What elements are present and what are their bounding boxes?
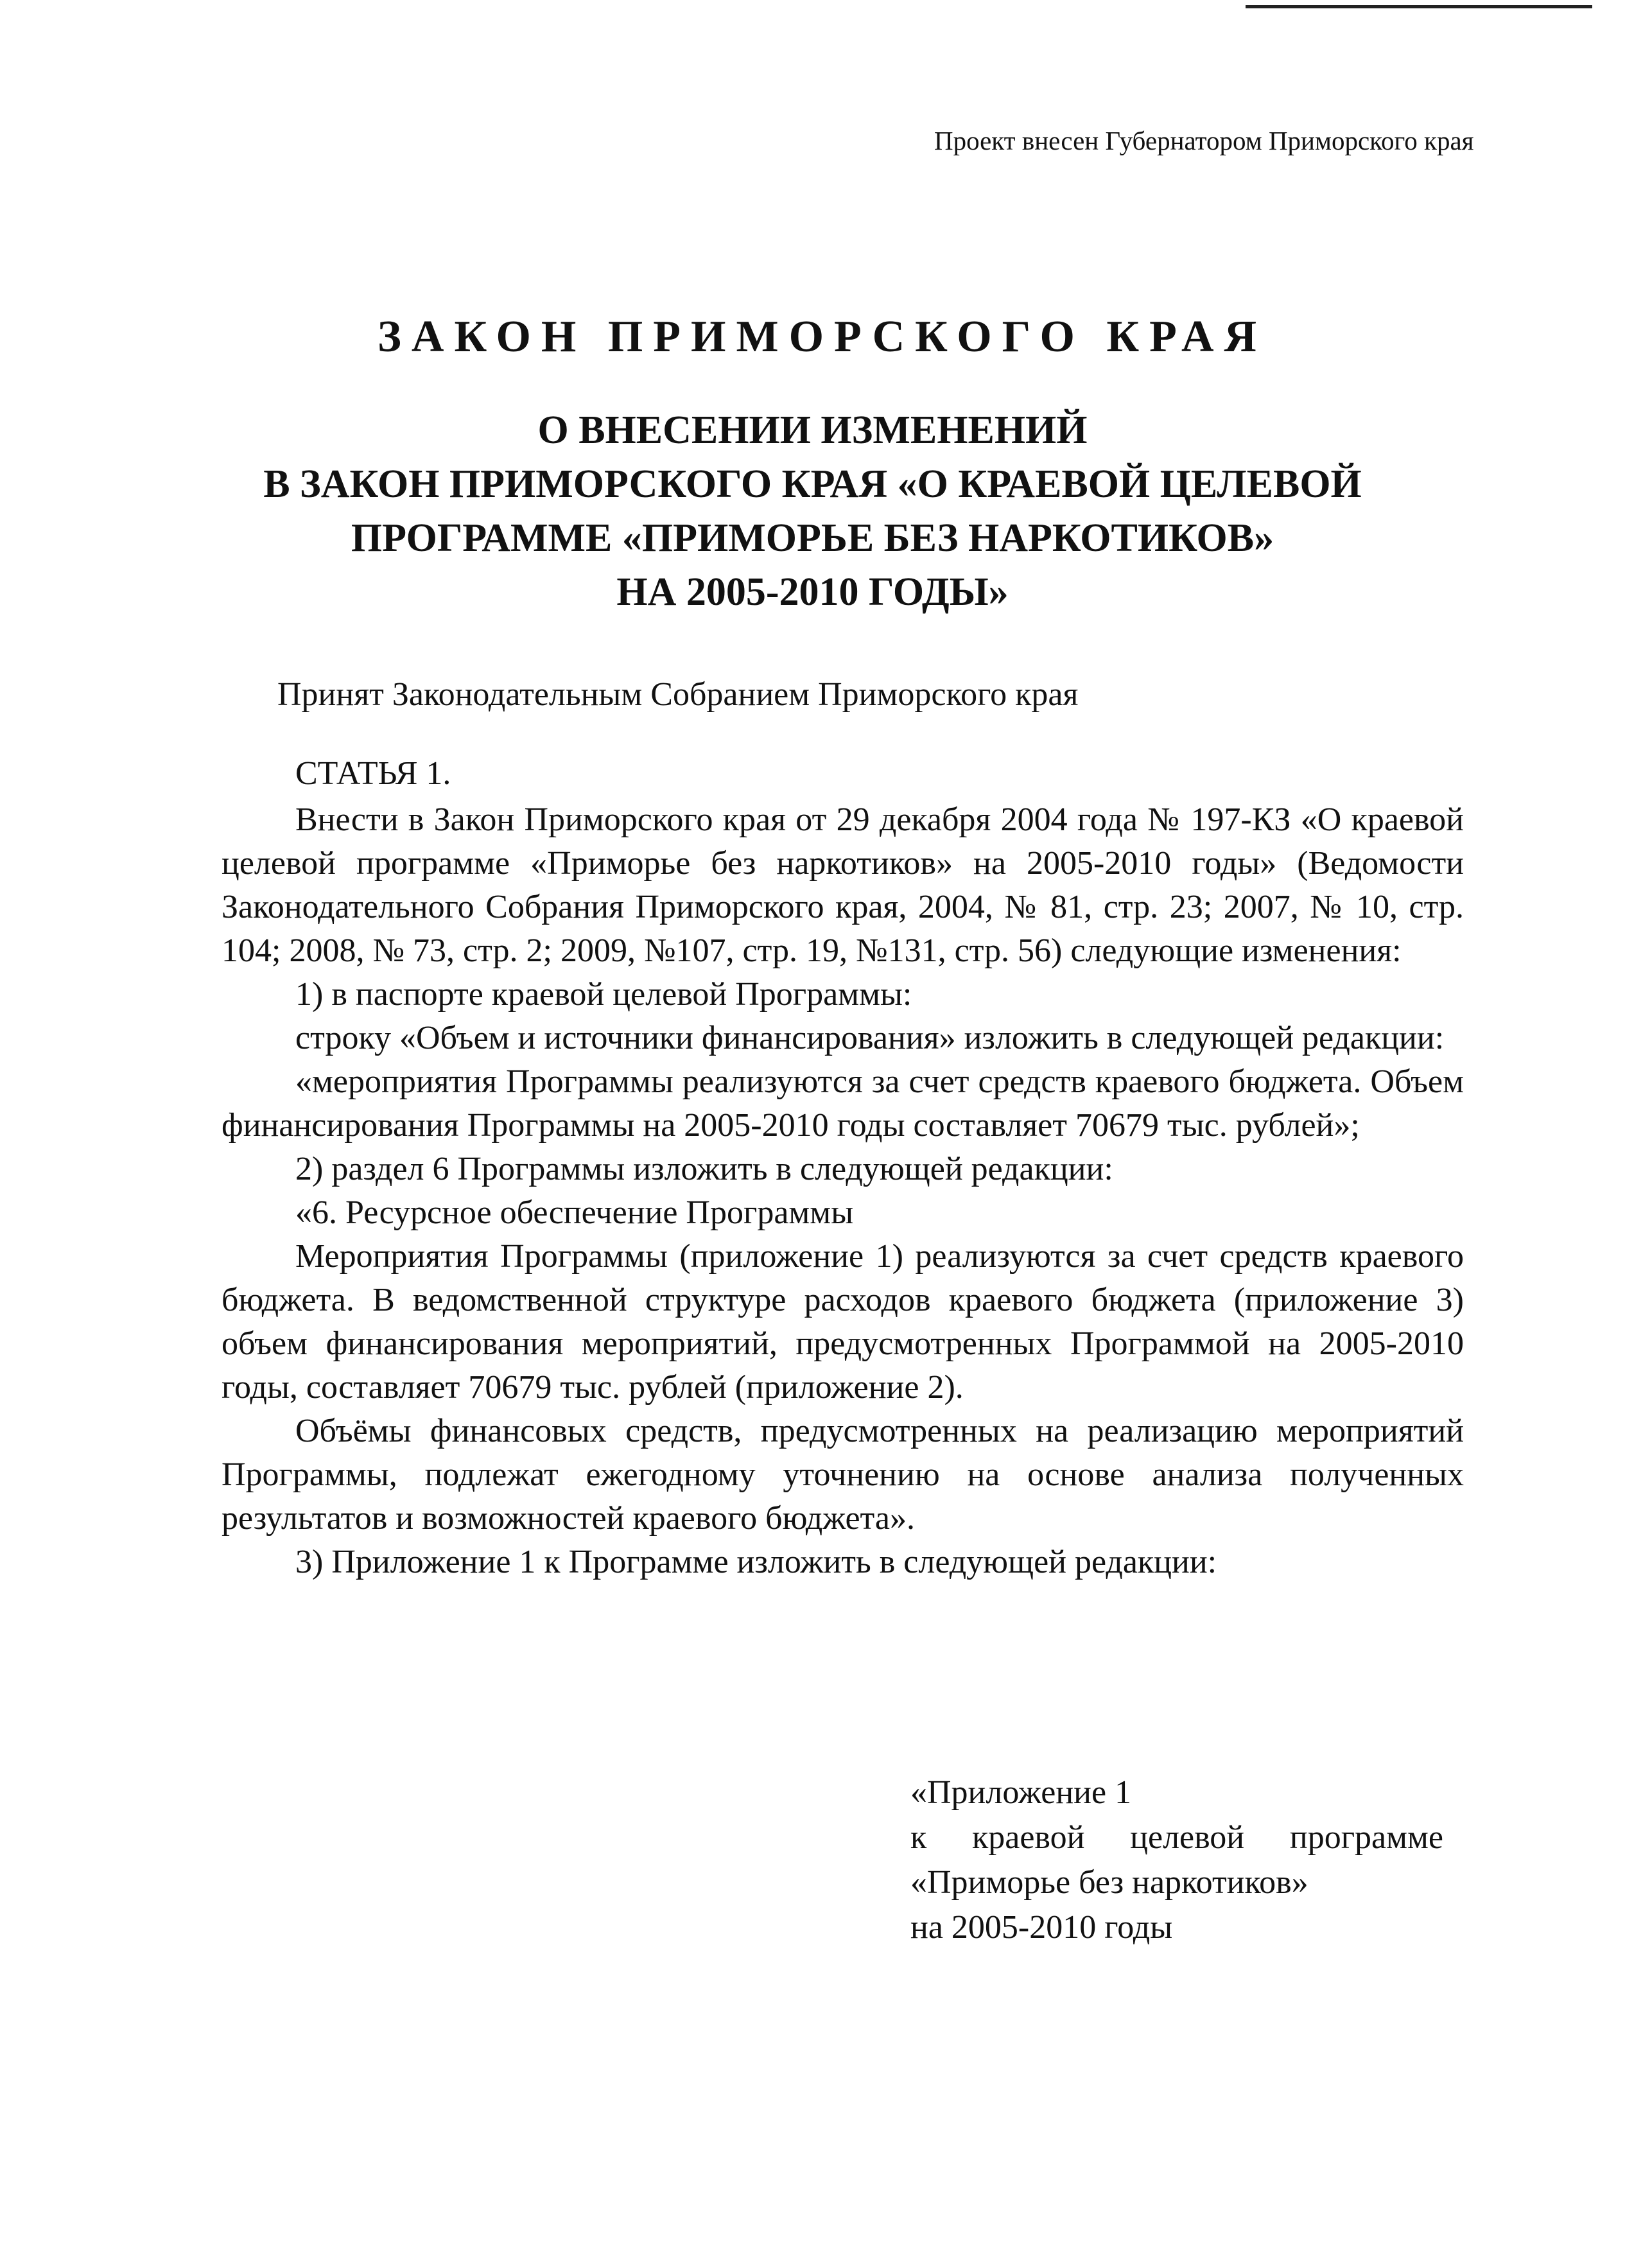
appendix-line: «Приморье без наркотиков» [910,1864,1308,1901]
subtitle-line: ПРОГРАММЕ «ПРИМОРЬЕ БЕЗ НАРКОТИКОВ» [351,516,1274,560]
submitted-by-note: Проект внесен Губернатором Приморского края [934,126,1474,155]
item-1-quote: «мероприятия Программы реализуются за счет средств краевого бюджета. Объем финансирования Программы на 2005-2010 годы составляет 70679 тыс. рублей»; [222,1063,1464,1144]
subtitle-line: НА 2005-2010 ГОДЫ» [616,570,1009,614]
subtitle-line: О ВНЕСЕНИИ ИЗМЕНЕНИЙ [537,408,1088,452]
article-heading: СТАТЬЯ 1. [295,755,451,792]
article-intro: Внести в Закон Приморского края от 29 декабря 2004 года № 197-КЗ «О краевой целевой программе «Приморье без наркотиков» на 2005-2010 годы» (Ведомости Законодательного Собрания Приморского края, 2004, № 81, стр. 23; 2007, № 10, стр. 104; 2008, № 73, стр. 2; 2009, №107, стр. 19, №131, стр. 56) следующие изменения: [222,801,1464,969]
section-6-paragraph-2: Объёмы финансовых средств, предусмотренных на реализацию мероприятий Программы, подлежат ежегодному уточнению на основе анализа полученных результатов и возможностей краевого бюджета». [222,1413,1464,1537]
item-3-heading: 3) Приложение 1 к Программе изложить в следующей редакции: [295,1544,1217,1580]
article-body [222,798,1464,1584]
item-2-heading: 2) раздел 6 Программы изложить в следующей редакции: [295,1151,1113,1187]
appendix-note [910,1770,1443,1950]
item-1-heading: 1) в паспорте краевой целевой Программы: [295,976,912,1013]
item-1-text: строку «Объем и источники финансирования» изложить в следующей редакции: [295,1020,1445,1056]
top-rule-line [1246,5,1592,8]
section-6-heading: «6. Ресурсное обеспечение Программы [295,1194,854,1231]
adoption-note: Принят Законодательным Собранием Приморского края [277,676,1079,713]
appendix-line: «Приложение 1 [910,1774,1132,1811]
appendix-line: к краевой целевой программе [910,1819,1443,1856]
law-title: ЗАКОН ПРИМОРСКОГО КРАЯ [377,312,1267,362]
law-subtitle [0,403,1625,619]
appendix-line: на 2005-2010 годы [910,1909,1173,1946]
subtitle-line: В ЗАКОН ПРИМОРСКОГО КРАЯ «О КРАЕВОЙ ЦЕЛЕВОЙ [263,462,1362,506]
section-6-paragraph-1: Мероприятия Программы (приложение 1) реализуются за счет средств краевого бюджета. В ведомственной структуре расходов краевого бюджета (приложение 3) объем финансирования мероприятий, предусмотренных Программой на 2005-2010 годы, составляет 70679 тыс. рублей (приложение 2). [222,1238,1464,1406]
